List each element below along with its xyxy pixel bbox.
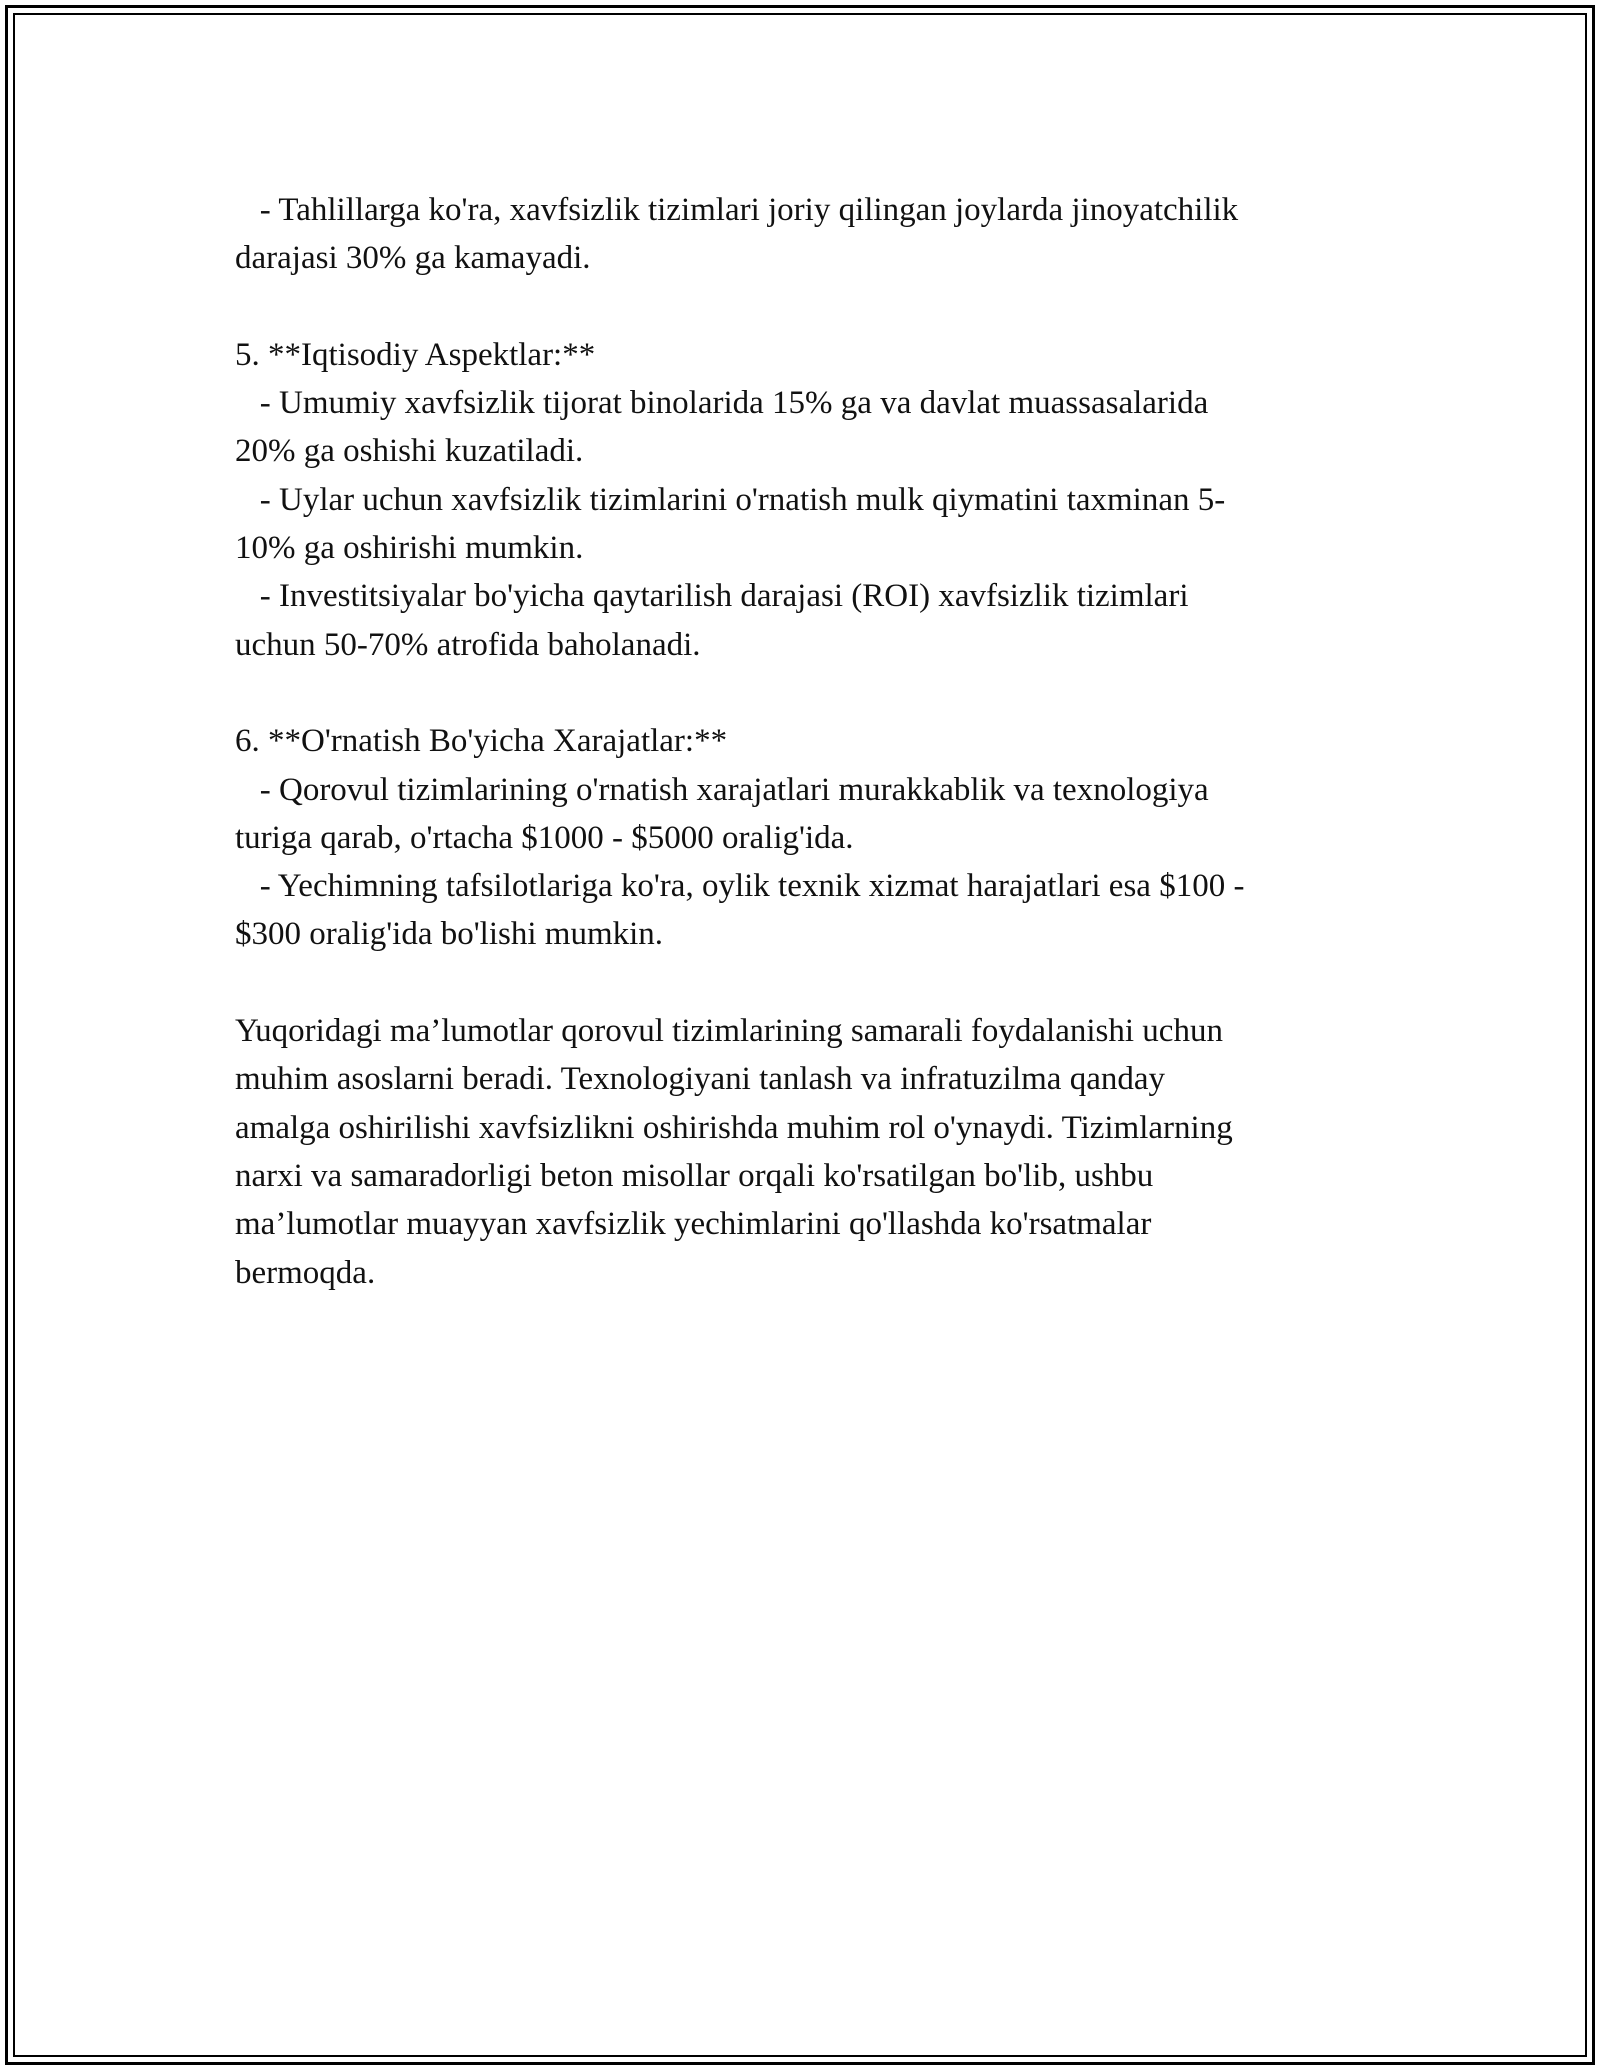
section-heading: 6. **O'rnatish Bo'yicha Xarajatlar:** [235,723,728,760]
text-line: turiga qarab, o'rtacha $1000 - $5000 oralig'ida. [235,819,854,856]
text-line: Yuqoridagi ma’lumotlar qorovul tizimlarining samarali foydalanishi uchun [235,1013,1223,1050]
text-line: 10% ga oshirishi mumkin. [235,530,584,567]
text-line: - Qorovul tizimlarining o'rnatish xarajatlari murakkablik va texnologiya [235,771,1209,808]
text-line: $300 oralig'ida bo'lishi mumkin. [235,916,664,953]
crime-reduction-item [235,186,1375,283]
text-line: - Tahlillarga ko'ra, xavfsizlik tizimlari joriy qilingan joylarda jinoyatchilik [235,192,1239,228]
text-line: narxi va samaradorligi beton misollar orqali ko'rsatilgan bo'lib, ushbu [235,1157,1154,1194]
paragraph-gap [235,283,1375,331]
text-line: bermoqda. [235,1254,376,1291]
text-line: - Uylar uchun xavfsizlik tizimlarini o'rnatish mulk qiymatini taxminan 5- [235,481,1226,518]
text-line: - Investitsiyalar bo'yicha qaytarilish darajasi (ROI) xavfsizlik tizimlari [235,578,1189,615]
text-line: - Umumiy xavfsizlik tijorat binolarida 15% ga va davlat muassasalarida [235,385,1209,422]
installation-costs-section [235,717,1375,958]
text-line: muhim asoslarni beradi. Texnologiyani tanlash va infratuzilma qanday [235,1061,1165,1098]
paragraph-gap [235,959,1375,1007]
text-line: darajasi 30% ga kamayadi. [235,240,591,277]
economic-aspects-section [235,331,1375,669]
text-line: ma’lumotlar muayyan xavfsizlik yechimlarini qo'llashda ko'rsatmalar [235,1206,1152,1243]
text-line: amalga oshirilishi xavfsizlikni oshirishda muhim rol o'ynaydi. Tizimlarning [235,1109,1233,1146]
document-body [235,186,1375,1297]
section-heading: 5. **Iqtisodiy Aspektlar:** [235,336,596,373]
text-line: 20% ga oshishi kuzatiladi. [235,433,584,470]
paragraph-gap [235,669,1375,717]
conclusion-paragraph [235,1007,1375,1297]
text-line: - Yechimning tafsilotlariga ko'ra, oylik texnik xizmat harajatlari esa $100 - [235,868,1245,905]
text-line: uchun 50-70% atrofida baholanadi. [235,626,701,663]
